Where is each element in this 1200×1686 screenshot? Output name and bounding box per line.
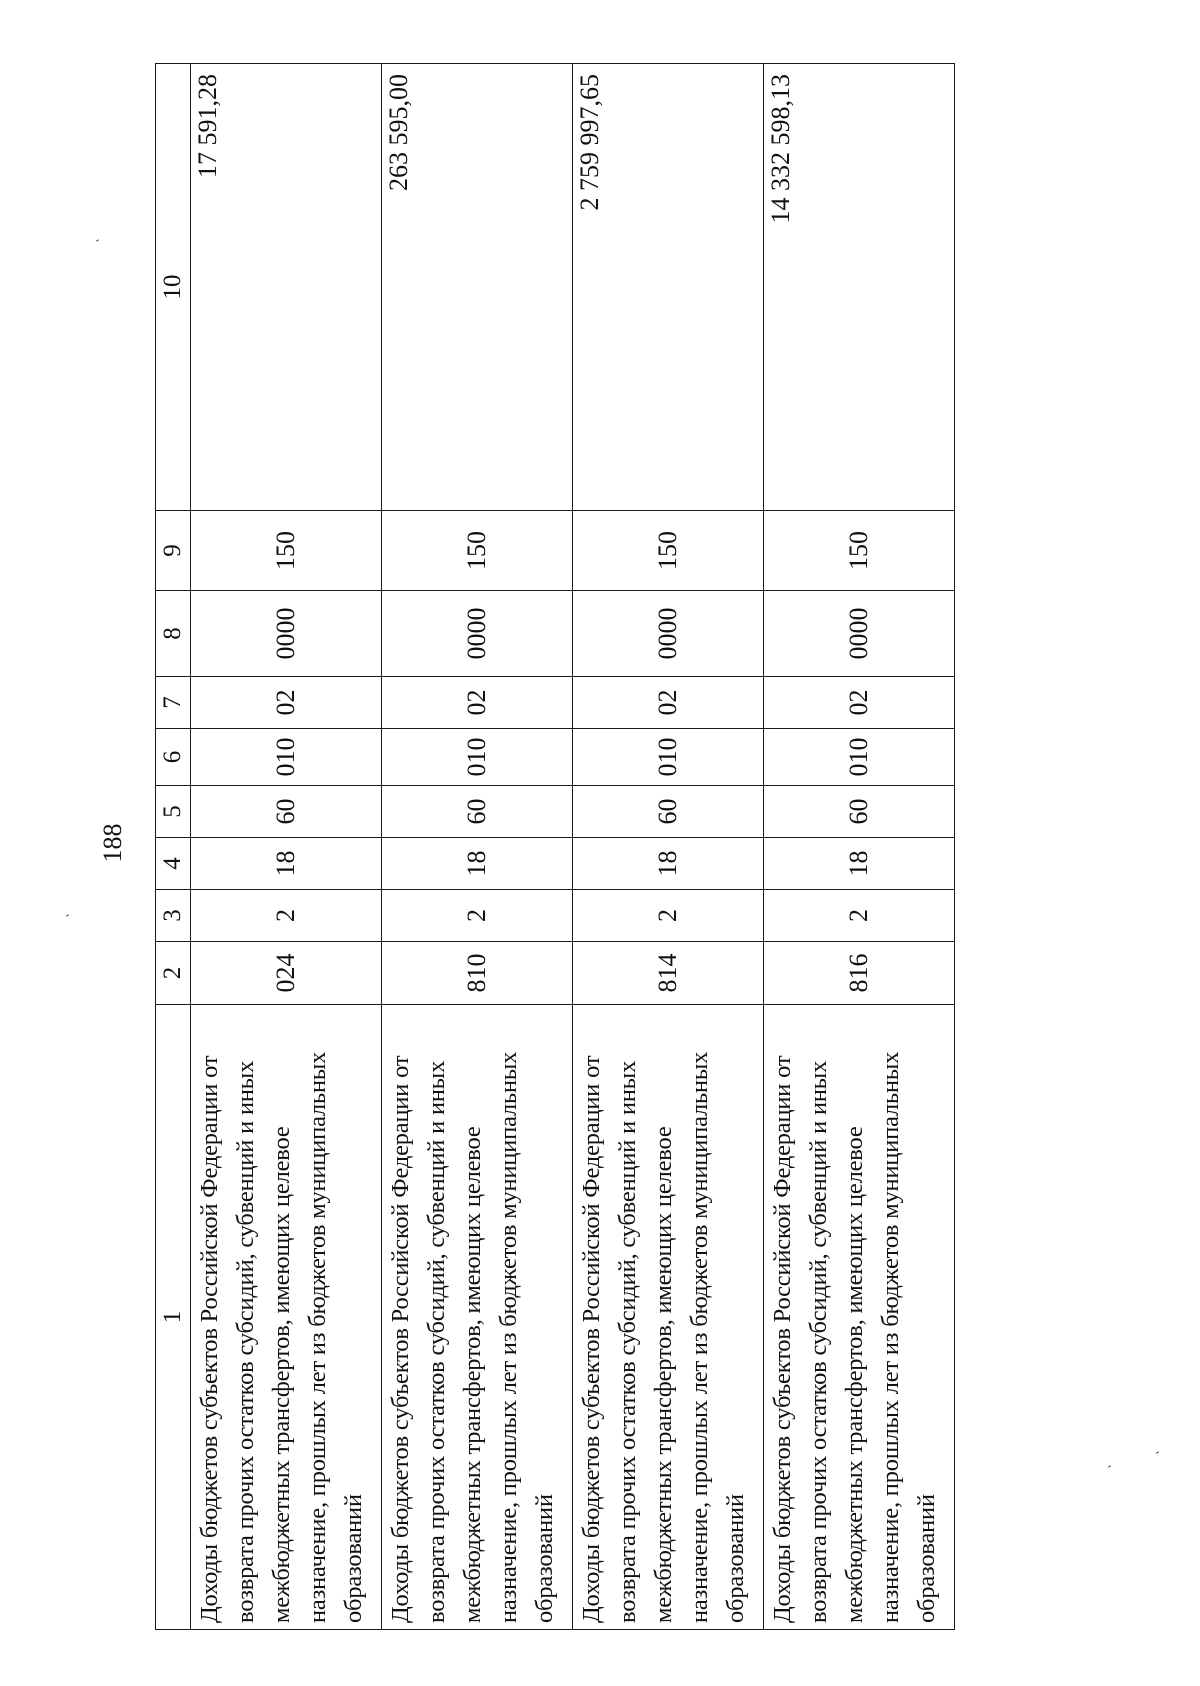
column-header-7: 7: [156, 677, 191, 729]
program-code: 0000: [191, 591, 382, 677]
group-code: 2: [191, 890, 382, 942]
revenue-description: Доходы бюджетов субъектов Российской Федерации от возврата прочих остатков субсидий, субвенций и иных межбюджетных трансфертов, имеющих целевое назначение, прошлых лет из бюджетов муниципальных образований: [191, 1005, 382, 1630]
article-code: 60: [573, 786, 764, 838]
scan-speck: [66, 914, 69, 916]
table-container: [155, 64, 945, 1630]
scan-speck: [1156, 1451, 1159, 1453]
table-row: [382, 64, 573, 1630]
program-code: 0000: [764, 591, 955, 677]
column-header-9: 9: [156, 511, 191, 591]
subgroup-code: 18: [764, 838, 955, 890]
subarticle-code: 010: [191, 729, 382, 786]
admin-code: 816: [764, 942, 955, 1005]
group-code: 2: [382, 890, 573, 942]
element-code: 02: [573, 677, 764, 729]
subarticle-code: 010: [573, 729, 764, 786]
article-code: 60: [191, 786, 382, 838]
admin-code: 024: [191, 942, 382, 1005]
element-code: 02: [382, 677, 573, 729]
revenue-description: Доходы бюджетов субъектов Российской Федерации от возврата прочих остатков субсидий, субвенций и иных межбюджетных трансфертов, имеющих целевое назначение, прошлых лет из бюджетов муниципальных образований: [382, 1005, 573, 1630]
column-header-5: 5: [156, 786, 191, 838]
amount-value: 17 591,28: [191, 64, 382, 511]
column-header-8: 8: [156, 591, 191, 677]
column-header-6: 6: [156, 729, 191, 786]
economic-code: 150: [191, 511, 382, 591]
program-code: 0000: [382, 591, 573, 677]
table-row: [573, 64, 764, 1630]
economic-code: 150: [382, 511, 573, 591]
column-header-10: 10: [156, 64, 191, 511]
revenue-description: Доходы бюджетов субъектов Российской Федерации от возврата прочих остатков субсидий, субвенций и иных межбюджетных трансфертов, имеющих целевое назначение, прошлых лет из бюджетов муниципальных образований: [764, 1005, 955, 1630]
program-code: 0000: [573, 591, 764, 677]
column-header-2: 2: [156, 942, 191, 1005]
scan-speck: [1108, 1465, 1111, 1467]
table-row: [764, 64, 955, 1630]
article-code: 60: [764, 786, 955, 838]
element-code: 02: [191, 677, 382, 729]
subgroup-code: 18: [191, 838, 382, 890]
column-number-header-row: [156, 64, 191, 1630]
subgroup-code: 18: [573, 838, 764, 890]
subarticle-code: 010: [764, 729, 955, 786]
subgroup-code: 18: [382, 838, 573, 890]
amount-value: 263 595,00: [382, 64, 573, 511]
amount-value: 2 759 997,65: [573, 64, 764, 511]
element-code: 02: [764, 677, 955, 729]
amount-value: 14 332 598,13: [764, 64, 955, 511]
revenue-description: Доходы бюджетов субъектов Российской Федерации от возврата прочих остатков субсидий, субвенций и иных межбюджетных трансфертов, имеющих целевое назначение, прошлых лет из бюджетов муниципальных образований: [573, 1005, 764, 1630]
article-code: 60: [382, 786, 573, 838]
column-header-3: 3: [156, 890, 191, 942]
economic-code: 150: [764, 511, 955, 591]
admin-code: 814: [573, 942, 764, 1005]
scan-speck: [96, 239, 99, 241]
column-header-1: 1: [156, 1005, 191, 1630]
group-code: 2: [764, 890, 955, 942]
column-header-4: 4: [156, 838, 191, 890]
subarticle-code: 010: [382, 729, 573, 786]
admin-code: 810: [382, 942, 573, 1005]
page-number: 188: [98, 823, 127, 863]
budget-revenue-table: [155, 63, 955, 1630]
economic-code: 150: [573, 511, 764, 591]
table-row: [191, 64, 382, 1630]
group-code: 2: [573, 890, 764, 942]
